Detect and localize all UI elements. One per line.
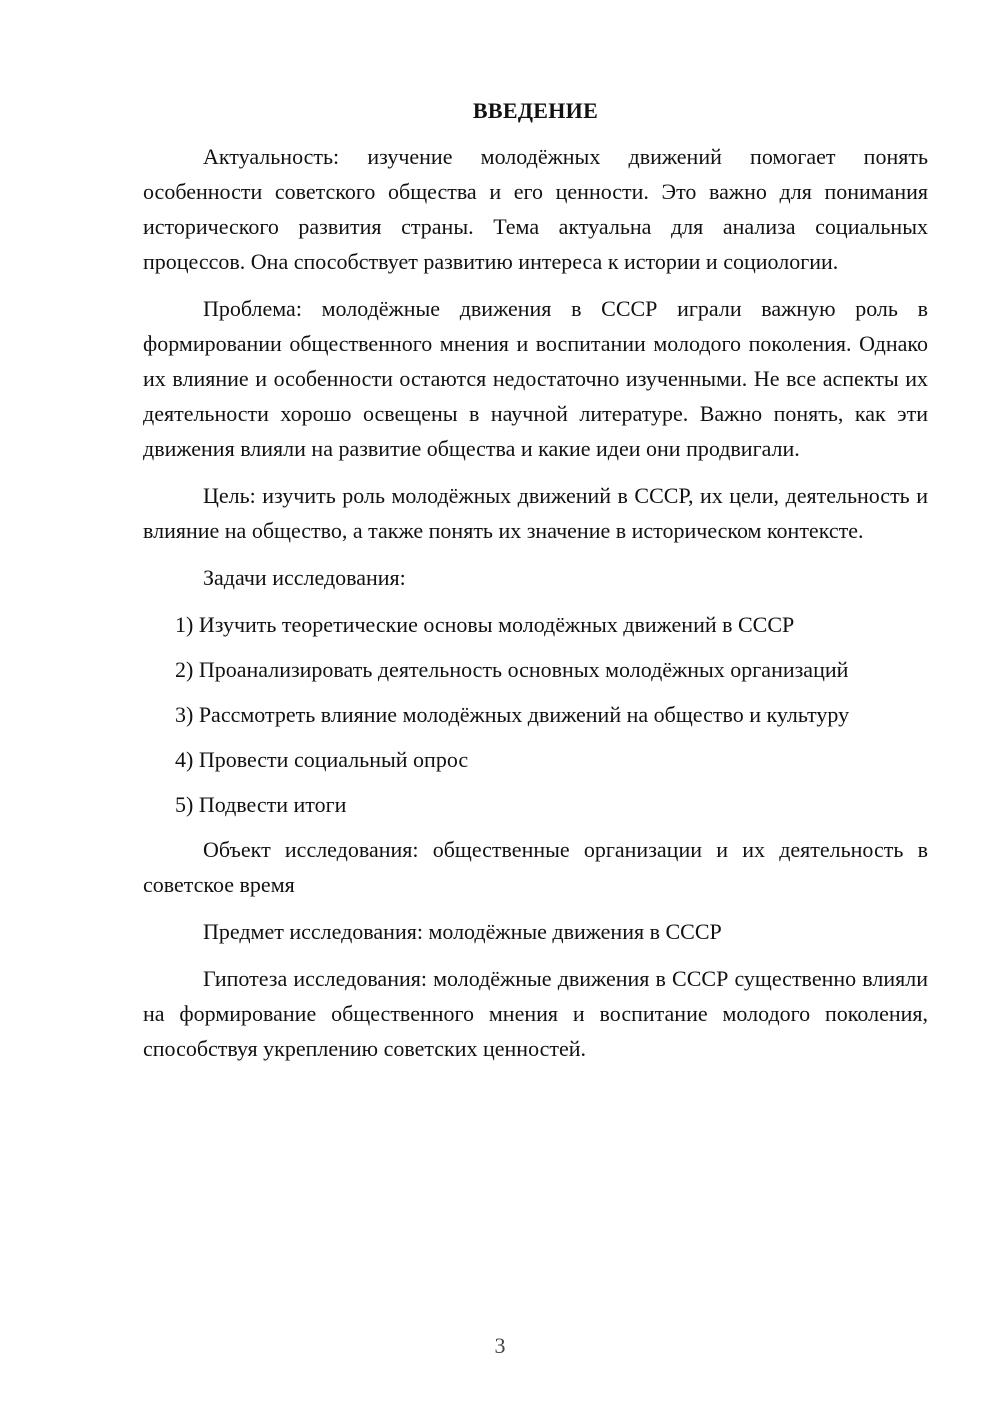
tasks-list xyxy=(143,607,928,822)
task-item: 4) Провести социальный опрос xyxy=(175,747,469,772)
object-paragraph: Объект исследования: общественные организации и их деятельность в советское время xyxy=(143,837,928,897)
relevance-paragraph: Актуальность: изучение молодёжных движений помогает понять особенности советского общества и его ценности. Это важно для понимания исторического развития страны. Тема актуальна для анализа социальных процессов. Она способствует развитию интереса к истории и социологии. xyxy=(143,144,928,274)
hypothesis-paragraph: Гипотеза исследования: молодёжные движения в СССР существенно влияли на формирование общественного мнения и воспитание молодого поколения, способствуя укреплению советских ценностей. xyxy=(143,966,928,1061)
document-page xyxy=(143,95,928,1078)
tasks-heading: Задачи исследования: xyxy=(203,565,406,590)
task-item: 2) Проанализировать деятельность основных молодёжных организаций xyxy=(175,657,849,682)
goal-paragraph: Цель: изучить роль молодёжных движений в СССР, их цели, деятельность и влияние на общество, а также понять их значение в историческом контексте. xyxy=(143,483,928,543)
task-item: 1) Изучить теоретические основы молодёжных движений в СССР xyxy=(175,612,795,637)
page-title: ВВЕДЕНИЕ xyxy=(472,98,599,123)
page-number: 3 xyxy=(494,1333,506,1358)
subject-paragraph: Предмет исследования: молодёжные движения в СССР xyxy=(203,919,722,944)
task-item: 3) Рассмотреть влияние молодёжных движений на общество и культуру xyxy=(175,702,850,727)
task-item: 5) Подвести итоги xyxy=(175,792,347,817)
problem-paragraph: Проблема: молодёжные движения в СССР играли важную роль в формировании общественного мнения и воспитании молодого поколения. Однако их влияние и особенности остаются недостаточно изученными. Не все аспекты их деятельности хорошо освещены в научной литературе. Важно понять, как эти движения влияли на развитие общества и какие идеи они продвигали. xyxy=(143,296,928,461)
